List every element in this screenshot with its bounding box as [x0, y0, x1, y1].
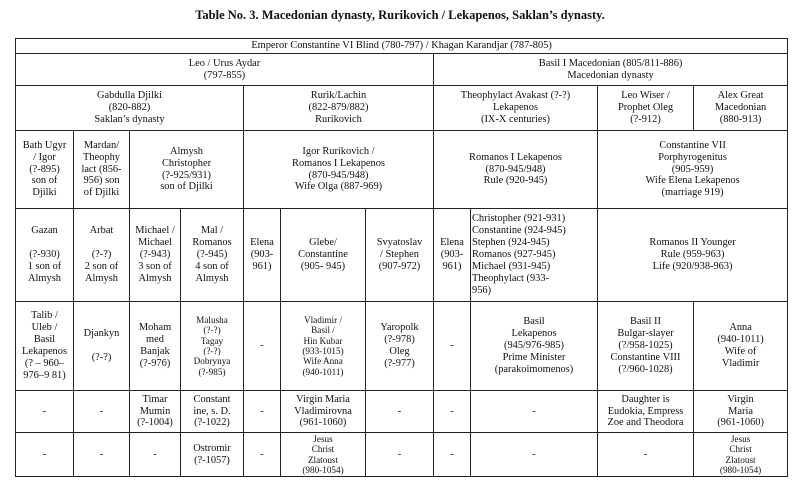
- cell-mal-romanos: Mal / Romanos (?-945) 4 son of Almysh: [181, 209, 244, 302]
- table-title: Table No. 3. Macedonian dynasty, Rurikovich / Lekapenos, Saklan’s dynasty.: [195, 8, 605, 22]
- table-row: [16, 209, 788, 302]
- cell-leo-urus-aydar: Leo / Urus Aydar (797-855): [16, 54, 434, 86]
- cell-elena-2: Elena (903- 961): [434, 209, 471, 302]
- cell-dash: -: [434, 433, 471, 477]
- cell-dash: -: [366, 433, 434, 477]
- table-row: [16, 131, 788, 209]
- table-row: [16, 86, 788, 131]
- cell-basil-lekapenos: Basil Lekapenos (945/976-985) Prime Minister (parakoimomenos): [471, 302, 598, 391]
- cell-jesus-christ: Jesus Christ Zlatoust (980-1054): [281, 433, 366, 477]
- cell-rurik-lachin: Rurik/Lachin (822-879/882) Rurikovich: [244, 86, 434, 131]
- cell-constantine-sd: Constant ine, s. D. (?-1022): [181, 391, 244, 433]
- cell-dash: -: [434, 302, 471, 391]
- cell-basil-ii: Basil II Bulgar-slayer (?/958-1025) Constantine VIII (?/960-1028): [598, 302, 694, 391]
- cell-mohammed-banjak: Moham med Banjak (?-976): [130, 302, 181, 391]
- cell-dash: -: [244, 391, 281, 433]
- cell-constantine-vii: Constantine VII Porphyrogenitus (905-959) Wife Elena Lekapenos (marriage 919): [598, 131, 788, 209]
- table-row: [16, 433, 788, 477]
- cell-constantine-vi: Emperor Constantine VI Blind (780-797) / Khagan Karandjar (787-805): [16, 39, 788, 54]
- cell-igor-rurikovich: Igor Rurikovich / Romanos I Lekapenos (870-945/948) Wife Olga (887-969): [244, 131, 434, 209]
- cell-ostromir: Ostromir (?-1057): [181, 433, 244, 477]
- cell-dash: -: [74, 433, 130, 477]
- cell-glebe: Glebe/ Constantine (905- 945): [281, 209, 366, 302]
- cell-dash: -: [16, 433, 74, 477]
- cell-romanos-ii: Romanos II Younger Rule (959-963) Life (920/938-963): [598, 209, 788, 302]
- table-row: [16, 302, 788, 391]
- cell-michael: Michael / Michael (?-943) 3 son of Almysh: [130, 209, 181, 302]
- cell-eudokia: Daughter is Eudokia, Empress Zoe and Theodora: [598, 391, 694, 433]
- cell-dash: -: [598, 433, 694, 477]
- cell-dash: -: [74, 391, 130, 433]
- table-row: [16, 54, 788, 86]
- table-row: [16, 39, 788, 54]
- cell-basil-i: Basil I Macedonian (805/811-886) Macedonian dynasty: [434, 54, 788, 86]
- cell-talib: Talib / Uleb / Basil Lekapenos (? – 960– 976–9 81): [16, 302, 74, 391]
- cell-bath-ugyr: Bath Ugyr / Igor (?-895) son of Djilki: [16, 131, 74, 209]
- cell-arbat: Arbat (?-?) 2 son of Almysh: [74, 209, 130, 302]
- cell-leo-wiser: Leo Wiser / Prophet Oleg (?-912): [598, 86, 694, 131]
- cell-malusha: Malusha (?-?) Tagay (?-?) Dobrynya (?-985): [181, 302, 244, 391]
- cell-elena: Elena (903- 961): [244, 209, 281, 302]
- cell-yaropolk: Yaropolk (?-978) Oleg (?-977): [366, 302, 434, 391]
- cell-dash: -: [244, 302, 281, 391]
- cell-djankyn: Djankyn (?-?): [74, 302, 130, 391]
- cell-svyatoslav: Svyatoslav / Stephen (907-972): [366, 209, 434, 302]
- cell-dash: -: [471, 391, 598, 433]
- cell-virgin-maria-2: Virgin Maria (961-1060): [694, 391, 788, 433]
- cell-romanos-i: Romanos I Lekapenos (870-945/948) Rule (920-945): [434, 131, 598, 209]
- cell-dash: -: [16, 391, 74, 433]
- dynasty-table: [15, 38, 788, 477]
- cell-dash: -: [244, 433, 281, 477]
- cell-alex-great: Alex Great Macedonian (880-913): [694, 86, 788, 131]
- cell-vladimir: Vladimir / Basil / Hin Kubar (933-1015) Wife Anna (940-1011): [281, 302, 366, 391]
- cell-almysh: Almysh Christopher (?-925/931) son of Djilki: [130, 131, 244, 209]
- cell-dash: -: [434, 391, 471, 433]
- cell-timar-mumin: Timar Mumin (?-1004): [130, 391, 181, 433]
- cell-gazan: Gazan (?-930) 1 son of Almysh: [16, 209, 74, 302]
- cell-dash: -: [471, 433, 598, 477]
- cell-theophylact-avakast: Theophylact Avakast (?-?) Lekapenos (IX-X centuries): [434, 86, 598, 131]
- cell-mardan: Mardan/ Theophy lact (856- 956) son of Djilki: [74, 131, 130, 209]
- cell-lekapenos-sons: Christopher (921-931) Constantine (924-945) Stephen (924-945) Romanos (927-945) Michael (931-945) Theophylact (933- 956): [471, 209, 598, 302]
- cell-dash: -: [130, 433, 181, 477]
- table-row: [16, 391, 788, 433]
- cell-anna: Anna (940-1011) Wife of Vladimir: [694, 302, 788, 391]
- cell-dash: -: [366, 391, 434, 433]
- cell-jesus-christ-2: Jesus Christ Zlatoust (980-1054): [694, 433, 788, 477]
- cell-gabdulla-djilki: Gabdulla Djilki (820-882) Saklan’s dynasty: [16, 86, 244, 131]
- cell-virgin-maria: Virgin Maria Vladimirovna (961-1060): [281, 391, 366, 433]
